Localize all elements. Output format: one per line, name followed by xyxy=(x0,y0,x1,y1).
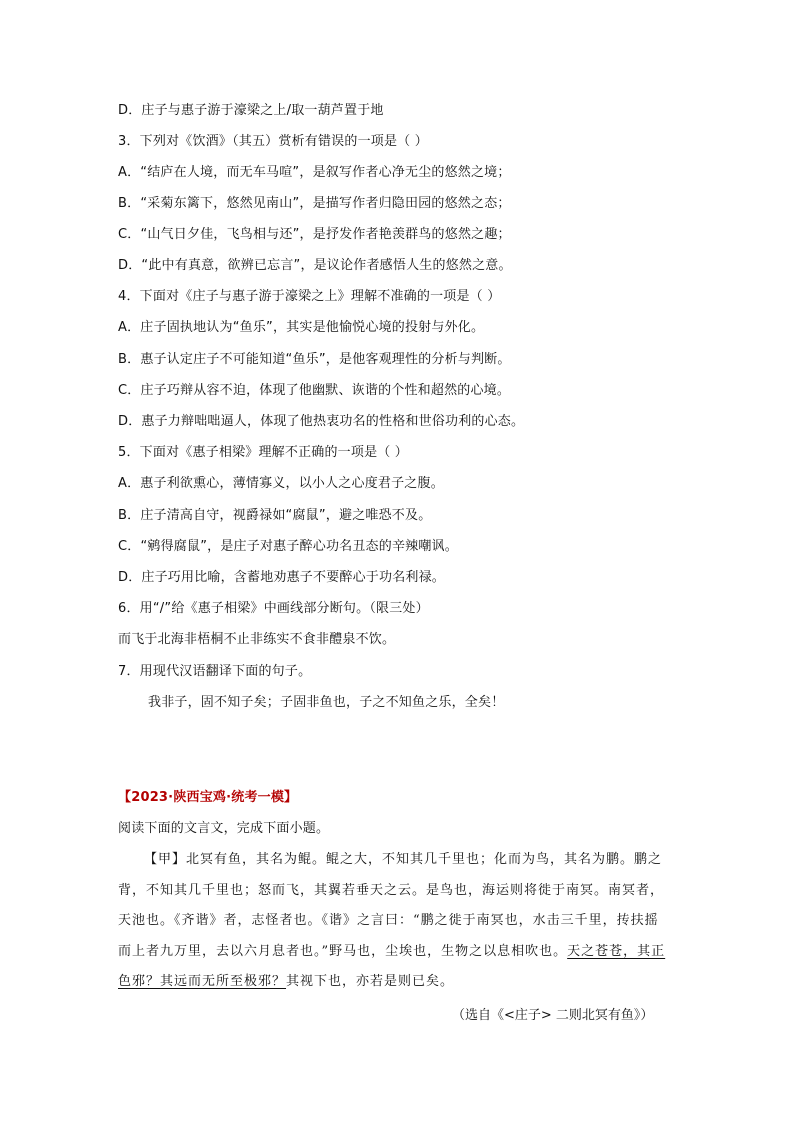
q5-option-d: D．庄子巧用比喻，含蓄地劝惠子不要醉心于功名利禄。 xyxy=(118,570,446,585)
q4-option-a: A．庄子固执地认为“鱼乐”，其实是他愉悦心境的投射与外化。 xyxy=(118,320,485,335)
q5-stem: 5．下面对《惠子相梁》理解不正确的一项是（ ） xyxy=(118,445,409,460)
q7-stem: 7．用现代汉语翻译下面的句子。 xyxy=(118,664,312,679)
q3-option-a: A．“结庐在人境，而无车马喧”，是叙写作者心净无尘的悠然之境； xyxy=(118,165,511,180)
classical-passage xyxy=(118,845,670,998)
q5-option-c: C．“鹓得腐鼠”，是庄子对惠子醉心功名丑态的辛辣嘲讽。 xyxy=(118,539,458,554)
q3-option-d: D．“此中有真意，欲辨已忘言”，是议论作者感悟人生的悠然之意。 xyxy=(118,258,512,273)
passage-plain: 【甲】北冥有鱼，其名为鲲。鲲之大，不知其几千里也；化而为鸟，其名为鹏。鹏之背，不知其几千里也；怒而飞，其翼若垂天之云。是鸟也，海运则将徙于南冥。南冥者，天池也。《齐谐》者，志怪者也。《谐》之言曰：“鹏之徙于南冥也，水击三千里，抟扶摇而上者九万里，去以六月息者也。”野马也，尘埃也，生物之以息相吹也。 xyxy=(118,852,665,959)
passage-source: （选自《<庄子> 二则北冥有鱼》） xyxy=(452,1008,654,1023)
q2-option-d: D．庄子与惠子游于濠梁之上/取一葫芦置于地 xyxy=(118,103,384,118)
q4-stem: 4．下面对《庄子与惠子游于濠梁之上》理解不准确的一项是（ ） xyxy=(118,289,501,304)
q5-option-b: B．庄子清高自守，视爵禄如“腐鼠”，避之唯恐不及。 xyxy=(118,508,432,523)
q3-option-b: B．“采菊东篱下，悠然见南山”，是描写作者归隐田园的悠然之态； xyxy=(118,196,511,211)
section-heading: 【2023·陕西宝鸡·统考一模】 xyxy=(118,790,298,805)
passage-tail: 其视下也，亦若是则已矣。 xyxy=(286,974,455,989)
q4-option-b: B．惠子认定庄子不可能知道“鱼乐”，是他客观理性的分析与判断。 xyxy=(118,352,511,367)
q7-sentence: 我非子，固不知子矣；子固非鱼也，子之不知鱼之乐，全矣！ xyxy=(148,695,505,710)
q4-option-c: C．庄子巧辩从容不迫，体现了他幽默、诙谐的个性和超然的心境。 xyxy=(118,383,511,398)
passage-underlined: 天之苍苍，其正色邪？其远而无所至极邪？ xyxy=(118,943,666,989)
q6-stem: 6．用“/”给《惠子相梁》中画线部分断句。（限三处） xyxy=(118,601,429,616)
reading-instruction: 阅读下面的文言文，完成下面小题。 xyxy=(118,821,330,836)
q6-text: 而飞于北海非梧桐不止非练实不食非醴泉不饮。 xyxy=(118,632,396,647)
q4-option-d: D．惠子力辩咄咄逼人，体现了他热衷功名的性格和世俗功利的心态。 xyxy=(118,414,525,429)
q5-option-a: A．惠子利欲熏心，薄情寡义，以小人之心度君子之腹。 xyxy=(118,476,444,491)
q3-stem: 3．下列对《饮酒》（其五）赏析有错误的一项是（ ） xyxy=(118,134,428,149)
q3-option-c: C．“山气日夕佳，飞鸟相与还”，是抒发作者艳羡群鸟的悠然之趣； xyxy=(118,227,511,242)
